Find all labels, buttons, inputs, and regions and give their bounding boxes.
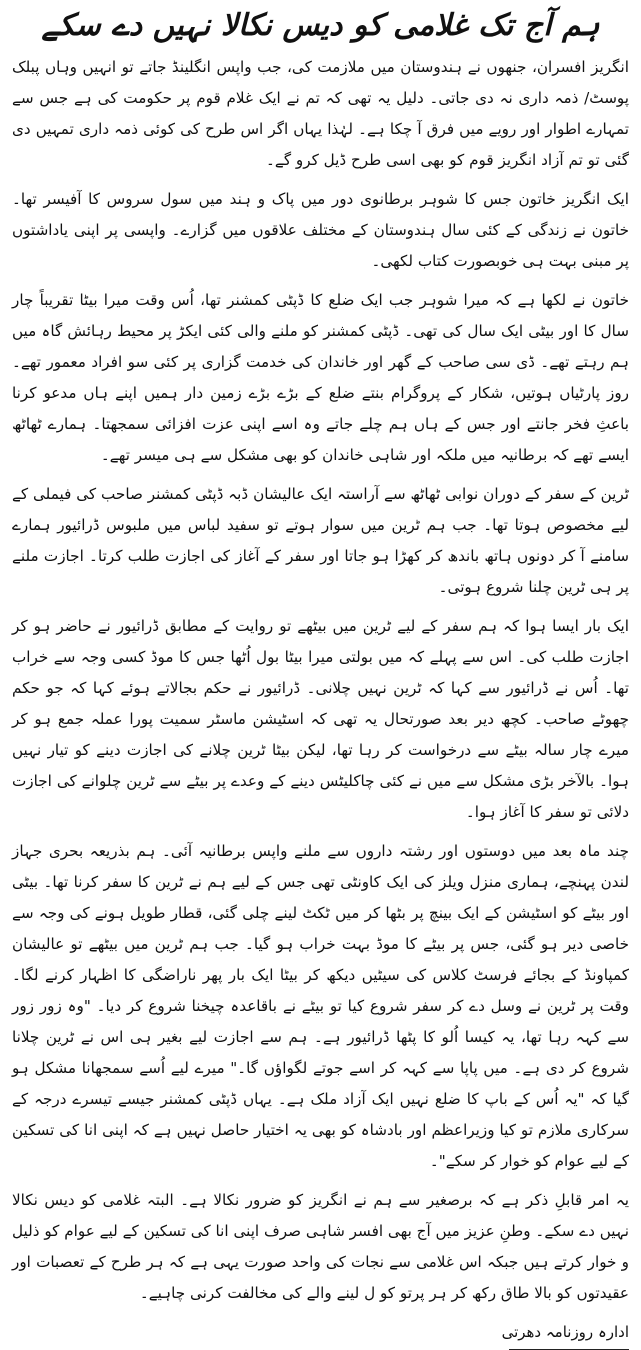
- paragraph-3: خاتون نے لکھا ہے کہ میرا شوہر جب ایک ضلع کا ڈپٹی کمشنر تھا، اُس وقت میرا بیٹا تقریباً چار سال کا اور بیٹی ایک سال کی تھی۔ ڈپٹی کمشنر کو ملنے والی کئی ایکڑ پر محیط رہائش گاہ میں ہم رہتے تھے۔ ڈی سی صاحب کے گھر اور خاندان کی خدمت گزاری پر کئی سو افراد معمور تھے۔ روز پارٹیاں ہوتیں، شکار کے پروگرام بنتے ضلع کے بڑے بڑے زمین دار ہمیں اپنے ہاں مدعو کرنا باعثِ فخر جانتے اور جس کے ہاں ہم چلے جاتے وہ اسے اپنی عزت افزائی سمجھتا۔ ہمارے ٹھاٹھ ایسے تھے کہ برطانیہ میں ملکہ اور شاہی خاندان کو بھی مشکل سے ہی میسر تھے۔: [12, 291, 629, 464]
- article-title: ہم آج تک غلامی کو دیس نکالا نہیں دے سکے: [41, 8, 600, 43]
- paragraph-2: ایک انگریز خاتون جس کا شوہر برطانوی دور میں پاک و ہند میں سول سروس کا آفیسر تھا۔ خاتون نے زندگی کے کئی سال ہندوستان کے مختلف علاقوں میں گزارے۔ واپسی پر اپنی یاداشتوں پر مبنی بہت ہی خوبصورت کتاب لکھی۔: [12, 190, 629, 270]
- paragraph-6: چند ماہ بعد میں دوستوں اور رشتہ داروں سے ملنے واپس برطانیہ آئی۔ ہم بذریعہ بحری جہاز لندن پہنچے، ہماری منزل ویلز کی ایک کاونٹی تھی جس کے لیے ہم نے ٹرین کا سفر کرنا تھا۔ بیٹی اور بیٹے کو اسٹیشن کے ایک بینچ پر بٹھا کر میں ٹکٹ لینے چلی گئی، قطار طویل ہونے کی وجہ سے خاصی دیر ہو گئی، جس پر بیٹے کا موڈ بہت خراب ہو گیا۔ جب ہم ٹرین میں بیٹھے تو عالیشان کمپاونڈ کے بجائے فرسٹ کلاس کی سیٹیں دیکھ کر بیٹا ایک بار پھر ناراضگی کا اظہار کرنے لگا۔ وقت پر ٹرین نے وسل دے کر سفر شروع کیا تو بیٹے نے باقاعدہ چیخنا شروع کر دیا۔ "وہ زور زور سے کہہ رہا تھا، یہ کیسا اُلو کا پٹھا ڈرائیور ہے۔ ہم سے اجازت لیے بغیر ہی اس نے ٹرین چلانا شروع کر دی ہے۔ میں پاپا سے کہہ کر اسے جوتے لگواؤں گا۔" میرے لیے اُسے سمجھانا مشکل ہو گیا کہ "یہ اُس کے باپ کا ضلع نہیں ایک آزاد ملک ہے۔ یہاں ڈپٹی کمشنر جیسے تیسرے درجہ کے سرکاری ملازم تو کیا وزیراعظم اور بادشاہ کو بھی یہ اختیار حاصل نہیں ہے کہ اپنی انا کی تسکین کے لیے عوام کو خوار کر سکے"۔: [12, 842, 629, 1170]
- paragraph-4: ٹرین کے سفر کے دوران نوابی ٹھاٹھ سے آراستہ ایک عالیشان ڈبہ ڈپٹی کمشنر صاحب کی فیملی کے لیے مخصوص ہوتا تھا۔ جب ہم ٹرین میں سوار ہوتے تو سفید لباس میں ملبوس ڈرائیور ہمارے سامنے آ کر دونوں ہاتھ باندھ کر کھڑا ہو جاتا اور سفر کے آغاز کی اجازت طلب کرتا۔ اجازت ملنے پر ہی ٹرین چلنا شروع ہوتی۔: [12, 485, 629, 596]
- paragraph-7: یہ امر قابلِ ذکر ہے کہ برصغیر سے ہم نے انگریز کو ضرور نکالا ہے۔ البتہ غلامی کو دیس نکالا نہیں دے سکے۔ وطنِ عزیز میں آج بھی افسر شاہی صرف اپنی انا کی تسکین کے لیے عوام کو ذلیل و خوار کرتے ہیں جبکہ اس غلامی سے نجات کی واحد صورت یہی ہے کہ ہر طرح کے تعصبات اور عقیدتوں کو بالا طاق رکھ کر ہر پرتو کو ل لینے والے کی مخالفت کرنی چاہیے۔: [12, 1191, 629, 1302]
- paragraph-1: انگریز افسران، جنھوں نے ہندوستان میں ملازمت کی، جب واپس انگلینڈ جاتے تو انہیں وہاں پبلک پوسٹ/ ذمہ داری نہ دی جاتی۔ دلیل یہ تھی کہ تم نے ایک غلام قوم پر حکومت کی ہے جس سے تمہارے اطوار اور رویے میں فرق آ چکا ہے۔ لہٰذا یہاں اگر اس طرح کی کوئی ذمہ داری تمہیں دی گئی تو تم آزاد انگریز قوم کو بھی اسی طرح ڈیل کرو گے۔: [12, 58, 629, 169]
- paragraph-5: ایک بار ایسا ہوا کہ ہم سفر کے لیے ٹرین میں بیٹھے تو روایت کے مطابق ڈرائیور نے حاضر ہو کر اجازت طلب کی۔ اس سے پہلے کہ میں بولتی میرا بیٹا بول اُٹھا جس کا موڈ کسی وجہ سے خراب تھا۔ اُس نے ڈرائیور سے کہا کہ ٹرین نہیں چلانی۔ ڈرائیور نے حکم بجالاتے ہوئے کہا کہ جو حکم چھوٹے صاحب۔ کچھ دیر بعد صورتحال یہ تھی کہ اسٹیشن ماسٹر سمیت پورا عملہ جمع ہو کر میرے چار سالہ بیٹے سے درخواست کر رہا تھا، لیکن بیٹا ٹرین چلانے کی اجازت دینے کو تیار نہیں ہوا۔ بالآخر بڑی مشکل سے میں نے کئی چاکلیٹس دینے کے وعدے پر بیٹے سے ٹرین چلوانے کی اجازت دلائی تو سفر کا آغاز ہوا۔: [12, 617, 629, 821]
- signature: ادارہ روزنامہ دھرتی: [501, 1323, 629, 1341]
